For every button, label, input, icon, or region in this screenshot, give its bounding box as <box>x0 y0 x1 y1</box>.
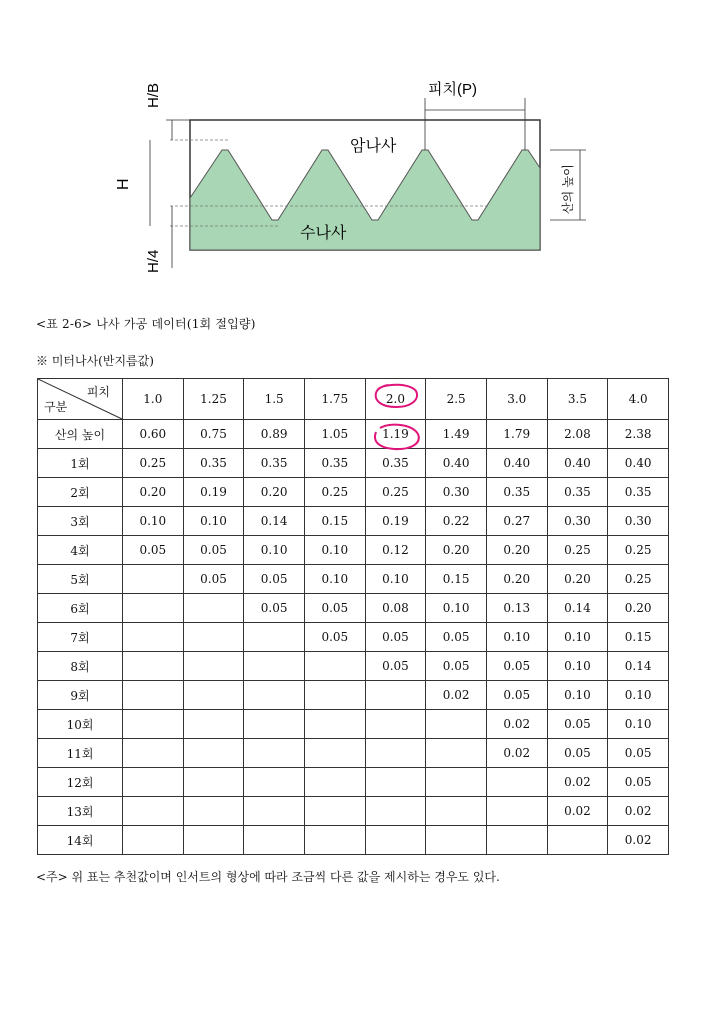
depth-cell: 0.02 <box>608 826 669 855</box>
height-value: 1.19 <box>382 427 409 441</box>
depth-cell <box>244 710 305 739</box>
depth-cell: 0.10 <box>365 565 426 594</box>
depth-cell: 0.40 <box>608 449 669 478</box>
pitch-header-cell: 1.75 <box>304 379 365 420</box>
pass-row <box>38 681 669 710</box>
depth-cell: 0.10 <box>547 623 608 652</box>
thread-profile-svg <box>110 78 575 278</box>
depth-cell: 0.40 <box>547 449 608 478</box>
depth-cell: 0.27 <box>486 507 547 536</box>
depth-cell <box>123 652 184 681</box>
depth-cell <box>547 826 608 855</box>
depth-cell: 0.20 <box>123 478 184 507</box>
table-caption: <표 2-6> 나사 가공 데이터(1회 절입량) <box>36 317 256 331</box>
depth-cell <box>123 565 184 594</box>
pass-row <box>38 826 669 855</box>
depth-cell: 0.05 <box>365 652 426 681</box>
depth-cell <box>183 681 244 710</box>
pass-row <box>38 739 669 768</box>
pass-row <box>38 478 669 507</box>
depth-cell: 0.14 <box>547 594 608 623</box>
depth-cell: 0.15 <box>426 565 487 594</box>
depth-cell <box>123 768 184 797</box>
depth-cell: 0.05 <box>183 536 244 565</box>
depth-cell: 0.05 <box>244 594 305 623</box>
depth-cell <box>123 710 184 739</box>
depth-cell <box>426 826 487 855</box>
pitch-header-row <box>38 379 669 420</box>
depth-cell <box>304 826 365 855</box>
depth-cell <box>123 826 184 855</box>
depth-cell: 0.05 <box>426 652 487 681</box>
depth-cell <box>244 826 305 855</box>
pass-label: 1회 <box>38 449 123 478</box>
depth-cell <box>365 710 426 739</box>
depth-cell: 0.25 <box>123 449 184 478</box>
depth-cell: 0.20 <box>608 594 669 623</box>
depth-cell: 0.10 <box>486 623 547 652</box>
pass-label: 4회 <box>38 536 123 565</box>
depth-cell: 0.10 <box>244 536 305 565</box>
depth-cell <box>123 797 184 826</box>
depth-cell <box>183 594 244 623</box>
depth-cell: 0.40 <box>486 449 547 478</box>
depth-cell <box>304 739 365 768</box>
depth-cell: 0.35 <box>304 449 365 478</box>
depth-cell: 0.30 <box>608 507 669 536</box>
pass-label: 14회 <box>38 826 123 855</box>
depth-cell <box>304 797 365 826</box>
depth-cell: 0.15 <box>304 507 365 536</box>
pass-label: 10회 <box>38 710 123 739</box>
pitch-header-cell: 3.5 <box>547 379 608 420</box>
depth-cell: 0.25 <box>365 478 426 507</box>
depth-cell <box>183 797 244 826</box>
thread-height-cell: 1.79 <box>486 420 547 449</box>
pitch-value: 2.0 <box>385 392 405 406</box>
depth-cell: 0.05 <box>365 623 426 652</box>
depth-cell <box>486 826 547 855</box>
depth-cell: 0.30 <box>426 478 487 507</box>
depth-cell: 0.25 <box>608 565 669 594</box>
label-h4: H/4 <box>145 249 162 273</box>
thread-diagram <box>110 78 575 278</box>
depth-cell: 0.02 <box>486 710 547 739</box>
pass-label: 8회 <box>38 652 123 681</box>
depth-cell <box>183 710 244 739</box>
height-row-label: 산의 높이 <box>38 420 123 449</box>
depth-cell: 0.14 <box>244 507 305 536</box>
depth-cell: 0.12 <box>365 536 426 565</box>
depth-cell: 0.05 <box>608 768 669 797</box>
depth-cell: 0.05 <box>486 681 547 710</box>
depth-cell: 0.10 <box>426 594 487 623</box>
depth-cell <box>123 739 184 768</box>
depth-cell <box>244 623 305 652</box>
depth-cell <box>486 797 547 826</box>
depth-cell <box>244 681 305 710</box>
label-female-thread: 암나사 <box>350 138 397 155</box>
depth-cell: 0.05 <box>304 623 365 652</box>
thread-height-cell: 1.05 <box>304 420 365 449</box>
depth-cell <box>304 710 365 739</box>
pass-label: 3회 <box>38 507 123 536</box>
depth-cell <box>365 797 426 826</box>
pass-row <box>38 652 669 681</box>
depth-cell <box>426 797 487 826</box>
pass-label: 9회 <box>38 681 123 710</box>
depth-cell <box>304 768 365 797</box>
depth-cell: 0.05 <box>486 652 547 681</box>
depth-cell <box>123 623 184 652</box>
depth-cell: 0.30 <box>547 507 608 536</box>
depth-cell: 0.25 <box>304 478 365 507</box>
depth-cell: 0.20 <box>486 565 547 594</box>
depth-cell <box>486 768 547 797</box>
thread-height-cell: 2.38 <box>608 420 669 449</box>
depth-cell <box>244 797 305 826</box>
depth-cell <box>183 739 244 768</box>
depth-cell: 0.10 <box>183 507 244 536</box>
pass-row <box>38 623 669 652</box>
depth-cell <box>183 623 244 652</box>
depth-cell <box>244 768 305 797</box>
pitch-header-cell: 1.0 <box>123 379 184 420</box>
depth-cell: 0.05 <box>244 565 305 594</box>
corner-label-pitch: 피치 <box>86 385 110 399</box>
depth-cell: 0.19 <box>183 478 244 507</box>
depth-cell: 0.08 <box>365 594 426 623</box>
depth-cell: 0.02 <box>426 681 487 710</box>
pass-row <box>38 449 669 478</box>
depth-cell <box>304 652 365 681</box>
depth-cell: 0.20 <box>426 536 487 565</box>
depth-cell: 0.10 <box>304 536 365 565</box>
depth-cell: 0.40 <box>426 449 487 478</box>
pitch-header-cell: 1.25 <box>183 379 244 420</box>
corner-label-category: 구분 <box>44 400 68 414</box>
thread-height-cell: 0.60 <box>123 420 184 449</box>
pass-label: 12회 <box>38 768 123 797</box>
pitch-header-cell: 1.5 <box>244 379 305 420</box>
pass-row <box>38 710 669 739</box>
depth-cell: 0.02 <box>608 797 669 826</box>
depth-cell <box>365 826 426 855</box>
depth-cell: 0.14 <box>608 652 669 681</box>
depth-cell: 0.10 <box>123 507 184 536</box>
depth-cell: 0.05 <box>608 739 669 768</box>
depth-cell <box>244 652 305 681</box>
pitch-header-cell <box>365 379 426 420</box>
depth-cell: 0.35 <box>183 449 244 478</box>
depth-cell: 0.02 <box>486 739 547 768</box>
label-male-thread: 수나사 <box>300 225 347 242</box>
depth-cell <box>426 739 487 768</box>
depth-cell <box>365 681 426 710</box>
depth-cell: 0.13 <box>486 594 547 623</box>
depth-cell: 0.05 <box>426 623 487 652</box>
depth-cell: 0.05 <box>547 739 608 768</box>
corner-cell <box>38 379 123 420</box>
depth-cell <box>183 768 244 797</box>
depth-cell: 0.25 <box>547 536 608 565</box>
pitch-header-cell: 3.0 <box>486 379 547 420</box>
pass-label: 7회 <box>38 623 123 652</box>
depth-cell: 0.22 <box>426 507 487 536</box>
label-thread-height: 산의 높이 <box>561 164 575 214</box>
depth-cell: 0.35 <box>547 478 608 507</box>
pass-row <box>38 768 669 797</box>
depth-cell: 0.35 <box>365 449 426 478</box>
depth-cell <box>426 768 487 797</box>
depth-cell: 0.02 <box>547 768 608 797</box>
table-note: <주> 위 표는 추천값이며 인서트의 형상에 따라 조금씩 다른 값을 제시하는 경우도 있다. <box>36 870 500 884</box>
depth-cell: 0.05 <box>183 565 244 594</box>
pass-label: 13회 <box>38 797 123 826</box>
depth-cell <box>183 652 244 681</box>
depth-cell: 0.10 <box>304 565 365 594</box>
thread-height-cell: 1.49 <box>426 420 487 449</box>
depth-cell <box>365 739 426 768</box>
pass-row <box>38 594 669 623</box>
depth-cell: 0.35 <box>608 478 669 507</box>
depth-cell <box>244 739 305 768</box>
depth-cell: 0.05 <box>123 536 184 565</box>
depth-cell: 0.05 <box>547 710 608 739</box>
depth-cell <box>426 710 487 739</box>
depth-cell: 0.20 <box>547 565 608 594</box>
pitch-header-cell: 4.0 <box>608 379 669 420</box>
label-hb: H/B <box>145 82 162 108</box>
pass-row <box>38 536 669 565</box>
pass-label: 11회 <box>38 739 123 768</box>
depth-cell <box>123 681 184 710</box>
pitch-header-cell: 2.5 <box>426 379 487 420</box>
depth-cell: 0.25 <box>608 536 669 565</box>
depth-cell <box>304 681 365 710</box>
depth-cell: 0.02 <box>547 797 608 826</box>
depth-cell <box>183 826 244 855</box>
depth-cell: 0.35 <box>244 449 305 478</box>
depth-cell: 0.10 <box>608 681 669 710</box>
pass-label: 2회 <box>38 478 123 507</box>
depth-cell: 0.19 <box>365 507 426 536</box>
pass-label: 5회 <box>38 565 123 594</box>
depth-cell: 0.05 <box>304 594 365 623</box>
depth-cell: 0.20 <box>244 478 305 507</box>
label-h: H <box>115 178 132 190</box>
thread-height-cell: 0.75 <box>183 420 244 449</box>
depth-cell: 0.10 <box>547 652 608 681</box>
pass-label: 6회 <box>38 594 123 623</box>
thread-height-cell: 0.89 <box>244 420 305 449</box>
pass-row <box>38 565 669 594</box>
thread-cut-table <box>37 378 669 855</box>
thread-height-cell: 2.08 <box>547 420 608 449</box>
depth-cell: 0.35 <box>486 478 547 507</box>
depth-cell: 0.20 <box>486 536 547 565</box>
thread-height-row <box>38 420 669 449</box>
depth-cell: 0.10 <box>547 681 608 710</box>
depth-cell: 0.15 <box>608 623 669 652</box>
depth-cell: 0.10 <box>608 710 669 739</box>
depth-cell <box>123 594 184 623</box>
pass-row <box>38 797 669 826</box>
pass-row <box>38 507 669 536</box>
table-subcaption: ※ 미터나사(반지름값) <box>36 354 154 368</box>
depth-cell <box>365 768 426 797</box>
label-pitch: 피치(P) <box>428 81 477 98</box>
thread-height-cell <box>365 420 426 449</box>
